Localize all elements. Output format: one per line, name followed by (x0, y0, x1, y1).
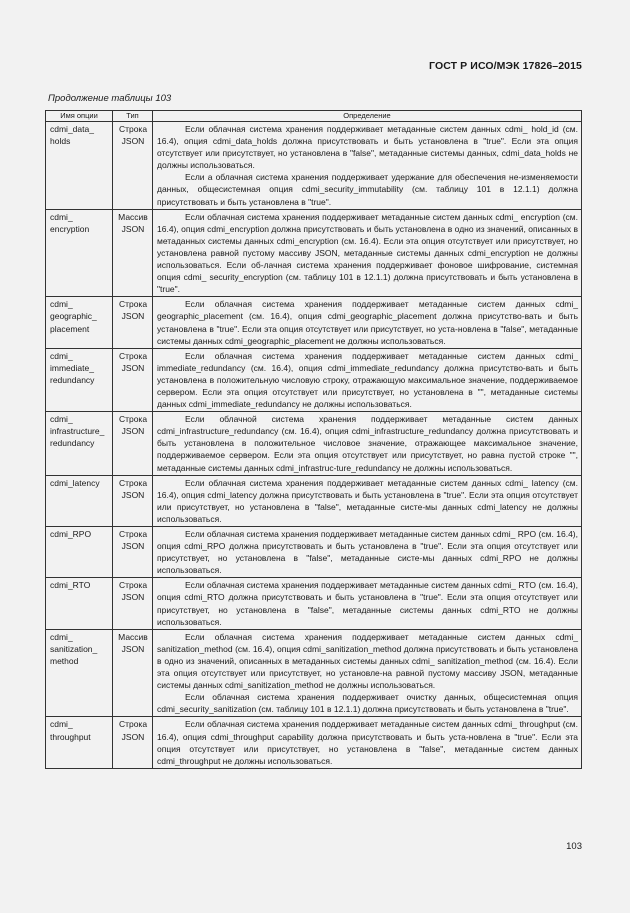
table-row (46, 122, 582, 210)
option-name-cell: cdmi_RPO (46, 527, 113, 578)
table-row (46, 475, 582, 526)
option-name-cell: cdmi_ geographic_ placement (46, 297, 113, 348)
option-name-cell: cdmi_ encryption (46, 209, 113, 297)
option-name-cell: cdmi_ immediate_ redundancy (46, 348, 113, 411)
option-name-cell: cdmi_latency (46, 475, 113, 526)
option-definition-cell (153, 475, 582, 526)
option-name-cell: cdmi_RTO (46, 578, 113, 629)
definition-paragraph: Если облачная система хранения поддерживает метаданные систем данных cdmi_ RPO (см. 16.4), опция cdmi_RPO должна присутствовать и быть установлена в "true". Если эта опция отсутствует или присутствует, но установлена в "false", метаданные систе-мы данных cdmi_RPO не должны использоваться. (157, 529, 578, 576)
option-type-cell: Строка JSON (113, 348, 153, 411)
definition-paragraph: Если облачная система хранения поддерживает метаданные систем данных cdmi_ immediate_redundancy (см. 16.4), опция cdmi_immediate_redundancy должна присутство-вать и быть установлена в положительную числовую строку, отражающую максимальное значение, поддерживаемое сервером. Если эта опция отсутствует или присутствует, но установлена в "", метаданные системы данных cdmi_immediate_redundancy не должны использоваться. (157, 350, 578, 410)
option-type-cell: Массив JSON (113, 209, 153, 297)
definition-paragraph: Если облачная система хранения поддерживает метаданные систем данных cdmi_ RTO (см. 16.4), опция cdmi_RTO должна присутствовать и быть установлена в "true". Если эта опция отсутствует или присутствует, но установлена в "false", метаданные системы данных cdmi_RTO не должны использоваться. (157, 580, 578, 627)
option-type-cell: Строка JSON (113, 412, 153, 475)
table-row (46, 209, 582, 297)
document-header: ГОСТ Р ИСО/МЭК 17826–2015 (429, 60, 582, 72)
table-row (46, 717, 582, 768)
column-header-definition: Определение (153, 111, 582, 122)
table-row (46, 527, 582, 578)
option-type-cell: Массив JSON (113, 629, 153, 717)
definition-paragraph: Если облачная система хранения поддерживает очистку данных, общесистемная опция cdmi_security_sanitization (см. таблицу 101 в 12.1.1) должна присутствовать и быть установлена в "true". (157, 692, 578, 715)
option-name-cell: cdmi_data_ holds (46, 122, 113, 210)
option-definition-cell (153, 348, 582, 411)
option-type-cell: Строка JSON (113, 527, 153, 578)
definition-paragraph: Если а облачная система хранения поддерживает удержание для обеспечения не-изменяемости данных, общесистемная опция cdmi_security_immutability (см. таблицу 101 в 12.1.1) должна присутствовать и быть установлена в "true". (157, 172, 578, 207)
option-name-cell: cdmi_ infrastructure_ redundancy (46, 412, 113, 475)
table-row (46, 629, 582, 717)
option-type-cell: Строка JSON (113, 717, 153, 768)
definition-paragraph: Если облачная система хранения поддерживает метаданные систем данных cdmi_ hold_id (см. 16.4), опция cdmi_data_holds должна присутствовать и быть установлена в "true". Если эта опция отсутствует или присутствует, но установлена в "false", метаданные системы данных, cdmi_data_holds не должны использоваться. (157, 124, 578, 171)
table-row (46, 348, 582, 411)
option-definition-cell (153, 629, 582, 717)
option-definition-cell (153, 578, 582, 629)
definition-paragraph: Если облачной система хранения поддерживает метаданные систем данных cdmi_infrastructure_redundancy (см. 16.4), опция cdmi_infrastructure_redundancy должна присутствовать и быть установлена в положительное числовое значение, отражающее максимальное значение, поддерживаемое сервером. Если эта опция отсутствует или присутствует, но равна пустой строке "", метаданные системы данных cdmi_infrastruc-ture_redundancy не должны использоваться. (157, 414, 578, 473)
definition-paragraph: Если облачная система хранения поддерживает метаданные систем данных cdmi_ latency (см. 16.4), опция cdmi_latency должна присутствовать и быть установлена в "true". Если эта опция отсутствует или присутствует, но установлена в "false", метаданные систе-мы данных cdmi_latency не должны использоваться. (157, 477, 578, 524)
option-type-cell: Строка JSON (113, 297, 153, 348)
option-name-cell: cdmi_ throughput (46, 717, 113, 768)
option-definition-cell (153, 412, 582, 475)
column-header-name: Имя опции (46, 111, 113, 122)
option-name-cell: cdmi_ sanitization_ method (46, 629, 113, 717)
table-row (46, 412, 582, 475)
table-row (46, 297, 582, 348)
option-type-cell: Строка JSON (113, 122, 153, 210)
definition-paragraph: Если облачная система хранения поддерживает метаданные систем данных cdmi_ throughput (см. 16.4), опция cdmi_throughput capability должна присутствовать и быть уста-новлена в "true". Если эта опция отсутствует или присутствует, но установлена в "false", метаданные систем данных cdmi_throughput не должны использоваться. (157, 719, 578, 766)
option-definition-cell (153, 209, 582, 297)
definition-paragraph: Если облачная система хранения поддерживает метаданные систем данных cdmi_ sanitization_method (см. 16.4), опция cdmi_sanitization_method должна присутствовать и быть установлена в одно из значений, описанных в метаданных системы данных cdmi_ sanitization_method (см. 16.4). Если эта опция отсутствует или присутствует, но установле-на равной пустому массиву JSON, метаданные системы данных cdmi_sanitization_method не должны использоваться. (157, 631, 578, 691)
definition-paragraph: Если облачная система хранения поддерживает метаданные систем данных cdmi_ geographic_placement (см. 16.4), опция cdmi_geographic_placement должна присутство-вать и быть установлена в "true". Если эта опция отсутствует или присутствует, но уста-новлена в "false", метаданные системы данных cdmi_geographic_placement не должны использоваться. (157, 299, 578, 346)
option-definition-cell (153, 527, 582, 578)
table-header-row (46, 111, 582, 122)
option-definition-cell (153, 122, 582, 210)
page-number: 103 (566, 841, 582, 852)
option-type-cell: Строка JSON (113, 475, 153, 526)
definition-paragraph: Если облачная система хранения поддерживает метаданные систем данных cdmi_ encryption (см. 16.4), опция cdmi_encryption должна присутствовать и быть установлена в одно из значений, описанных в метаданных системы данных cdmi_encryption (см. 16.4). Если эта опция отсутствует или присутствует, но установлена равной пустому массиву JSON, метаданные системы данных cdmi_encryption не должны использоваться. Если об-лачная система хранения поддерживает фоновое шифрование, системная опция cdmi_ security_encryption (см. таблицу 101 в 12.1.1) должна присутствовать и быть установлена в "true". (157, 211, 578, 295)
table-row (46, 578, 582, 629)
option-definition-cell (153, 297, 582, 348)
options-table (45, 110, 582, 769)
column-header-type: Тип (113, 111, 153, 122)
table-continuation-caption: Продолжение таблицы 103 (48, 93, 172, 104)
option-definition-cell (153, 717, 582, 768)
option-type-cell: Строка JSON (113, 578, 153, 629)
